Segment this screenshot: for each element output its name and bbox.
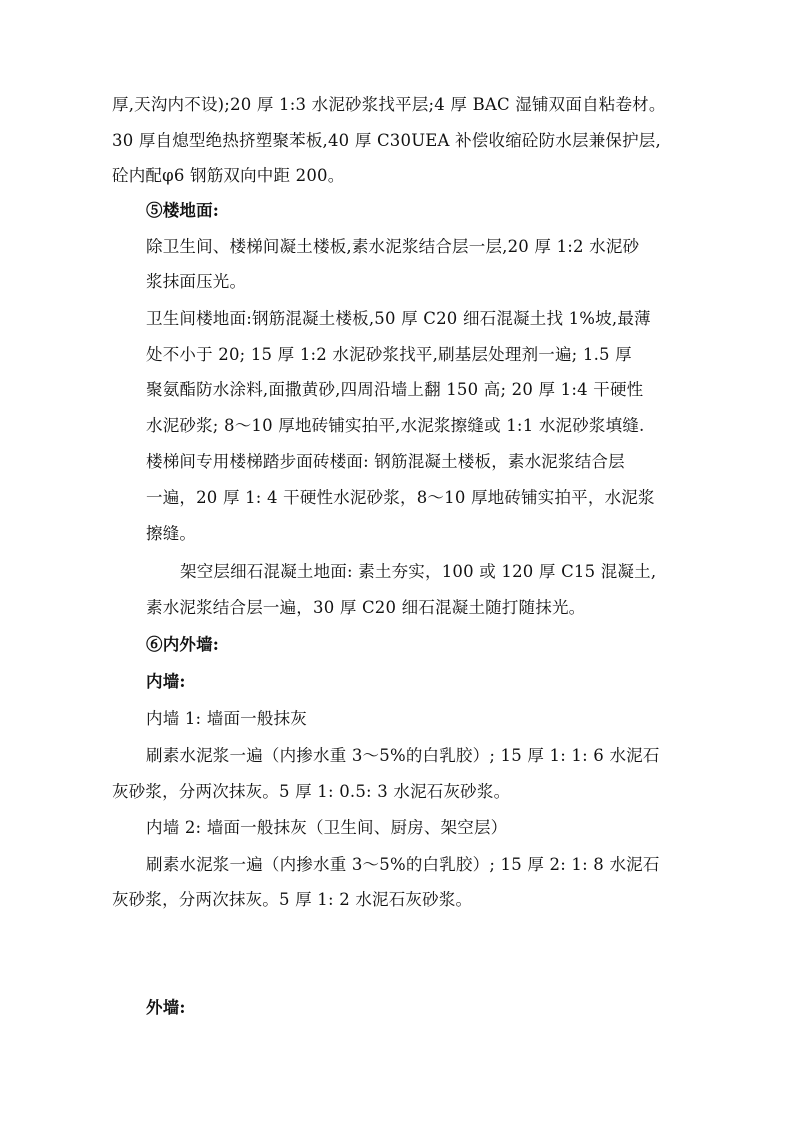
subheading-exterior-wall: 外墙: (146, 998, 186, 1017)
subheading-interior-wall: 内墙: (146, 672, 186, 691)
text-line: 砼内配φ6 钢筋双向中距 200。 (112, 166, 345, 185)
text-line: 卫生间楼地面:钢筋混凝土楼板,50 厚 C20 细石混凝土找 1%坡,最薄 (146, 309, 651, 328)
text-line: 刷素水泥浆一遍（内掺水重 3～5%的白乳胶）; 15 厚 1: 1: 6 水泥石 (146, 746, 660, 765)
text-line: 一遍，20 厚 1: 4 干硬性水泥砂浆，8～10 厚地砖铺实拍平，水泥浆 (146, 488, 655, 507)
text-line: 擦缝。 (146, 524, 197, 543)
text-line: 除卫生间、楼梯间凝土楼板,素水泥浆结合层一层,20 厚 1:2 水泥砂 (146, 237, 640, 256)
text-line: 楼梯间专用楼梯踏步面砖楼面: 钢筋混凝土楼板，素水泥浆结合层 (146, 452, 625, 471)
section-heading-walls: ⑥内外墙: (146, 635, 220, 654)
text-line: 架空层细石混凝土地面: 素土夯实，100 或 120 厚 C15 混凝土, (180, 562, 657, 581)
section-heading-floors: ⑤楼地面: (146, 201, 220, 220)
text-line: 厚,天沟内不设);20 厚 1:3 水泥砂浆找平层;4 厚 BAC 湿铺双面自粘卷材。 (112, 95, 666, 114)
text-line: 灰砂浆，分两次抹灰。5 厚 1: 0.5: 3 水泥石灰砂浆。 (112, 782, 511, 801)
text-line: 水泥砂浆; 8～10 厚地砖铺实拍平,水泥浆擦缝或 1:1 水泥砂浆填缝. (146, 416, 645, 435)
text-line: 灰砂浆，分两次抹灰。5 厚 1: 2 水泥石灰砂浆。 (112, 890, 473, 909)
text-line: 素水泥浆结合层一遍，30 厚 C20 细石混凝土随打随抹光。 (146, 598, 586, 617)
text-line: 30 厚自熄型绝热挤塑聚苯板,40 厚 C30UEA 补偿收缩砼防水层兼保护层, (112, 131, 661, 150)
text-line: 浆抹面压光。 (146, 272, 247, 291)
text-line: 处不小于 20; 15 厚 1:2 水泥砂浆找平,刷基层处理剂一遍; 1.5 厚 (146, 345, 632, 364)
text-line: 聚氨酯防水涂料,面撒黄砂,四周沿墙上翻 150 高; 20 厚 1:4 干硬性 (146, 380, 644, 399)
text-line: 刷素水泥浆一遍（内掺水重 3～5%的白乳胶）; 15 厚 2: 1: 8 水泥石 (146, 855, 660, 874)
text-line: 内墙 1: 墙面一般抹灰 (146, 709, 307, 728)
text-line: 内墙 2: 墙面一般抹灰（卫生间、厨房、架空层） (146, 818, 508, 837)
